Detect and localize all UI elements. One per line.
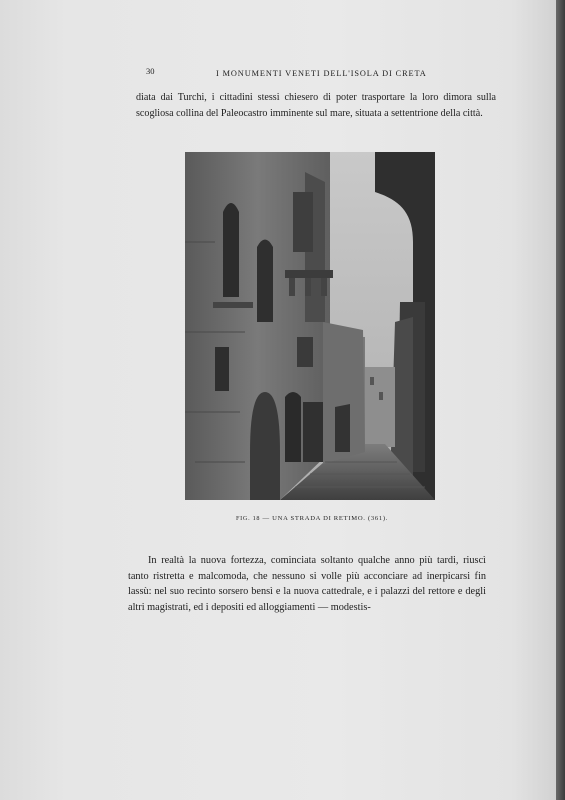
book-binding-edge: [556, 0, 565, 800]
running-title: I MONUMENTI VENETI DELL'ISOLA DI CRETA: [216, 69, 427, 78]
paragraph-1: diata dai Turchi, i cittadini stessi chiesero di poter trasportare la loro dimora sulla scogliosa collina del Paleocastro imminente sul mare, situata a settentrione della città.: [136, 92, 496, 119]
figure-caption: [236, 515, 388, 522]
page-number: 30: [146, 66, 155, 76]
figure-label: FIG. 18: [236, 515, 261, 522]
street-photograph: [185, 152, 435, 500]
caption-text: UNA STRADA DI RETIMO. (361).: [272, 515, 389, 522]
paragraph-2: In realtà la nuova fortezza, cominciata soltanto qualche anno più tardi, riuscì tanto ristretta e malcomoda, che nessuno si volle più acconciare ad inerpicarsi fin lassù: nel suo recinto sorsero bensì e la nuova cattedrale, e i palazzi del rettore e degli altri magistrati, ed i depositi ed alloggiamenti — modestis-: [128, 555, 486, 614]
caption-dash: —: [262, 515, 270, 522]
